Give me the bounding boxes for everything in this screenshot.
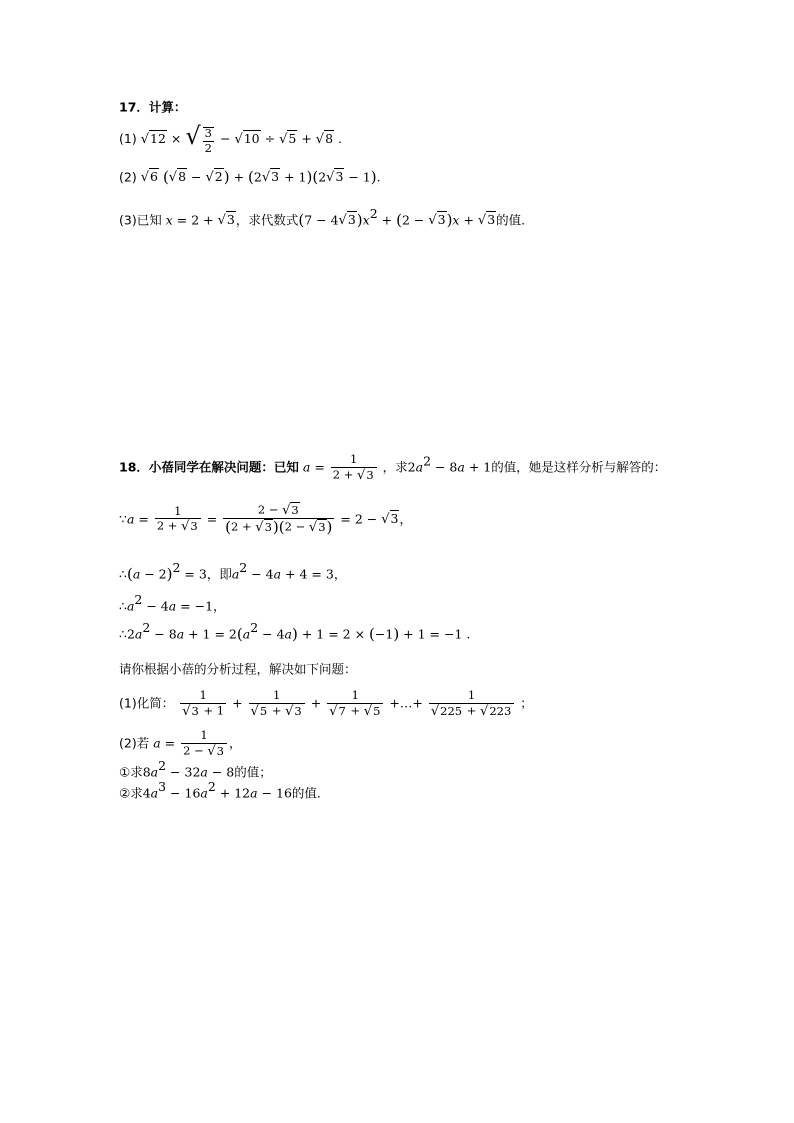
question-2: (2)若 a = $\frac{1}{2 - √3}$ ， bbox=[119, 728, 242, 759]
solution-step-1: ∵a = $\frac{1}{2 + √3}$ = $\frac{2 - √3}{(2 + √3)(2 - √3)}$ = 2 − √3， bbox=[119, 502, 412, 536]
problem-17-part-2: (2) √6 (√8 − √2) + (2√3 + 1)(2√3 − 1). bbox=[119, 168, 381, 186]
problem-17-title: 17．计算： bbox=[119, 99, 187, 115]
math-expr: √12 bbox=[140, 130, 166, 147]
solution-step-4: $\therefore 2a^2 - 8a + 1 = 2(a^2 - 4a) + 1 = 2 \times (-1) + 1 = -1$ . bbox=[119, 620, 471, 643]
question-2a: ①求$8a^2 - 32a - 8$的值； bbox=[119, 758, 272, 780]
question-1: (1)化简： $\frac{1}{√3 + 1}$ + $\frac{1}{√5 + √3}$ + $\frac{1}{√7 + √5}$ +…+ $\frac{1}{√225 + √223}$ ； bbox=[119, 688, 533, 719]
problem-18-title: 18．小蓓同学在解决问题：已知 a = $\frac{1}{2 + √3}$ ，求$2a^2 - 8a + 1$的值，她是这样分析与解答的： bbox=[119, 452, 667, 483]
solution-step-3: $\therefore a^2 - 4a = -1$， bbox=[119, 592, 226, 614]
math-expr: √ $\frac{3}{2}$ bbox=[185, 122, 212, 155]
solution-step-2: ∴(a − 2)$^2$ = 3，即$a^2 - 4a + 4 = 3$， bbox=[119, 560, 347, 583]
question-2b: ②求$4a^3 - 16a^2 + 12a - 16$的值. bbox=[119, 779, 321, 801]
problem-17-part-3: (3)已知 x = 2 + √3，求代数式$(7 - 4√3)x^2 + (2 - √3)x + √3$的值. bbox=[119, 206, 526, 229]
part-label: (1) bbox=[119, 130, 137, 146]
instruction-text: 请你根据小蓓的分析过程，解决如下问题： bbox=[119, 661, 357, 677]
problem-17-part-1: (1) √12 × √ $\frac{3}{2}$ − √10 ÷ √5 + √8 . bbox=[119, 122, 343, 155]
